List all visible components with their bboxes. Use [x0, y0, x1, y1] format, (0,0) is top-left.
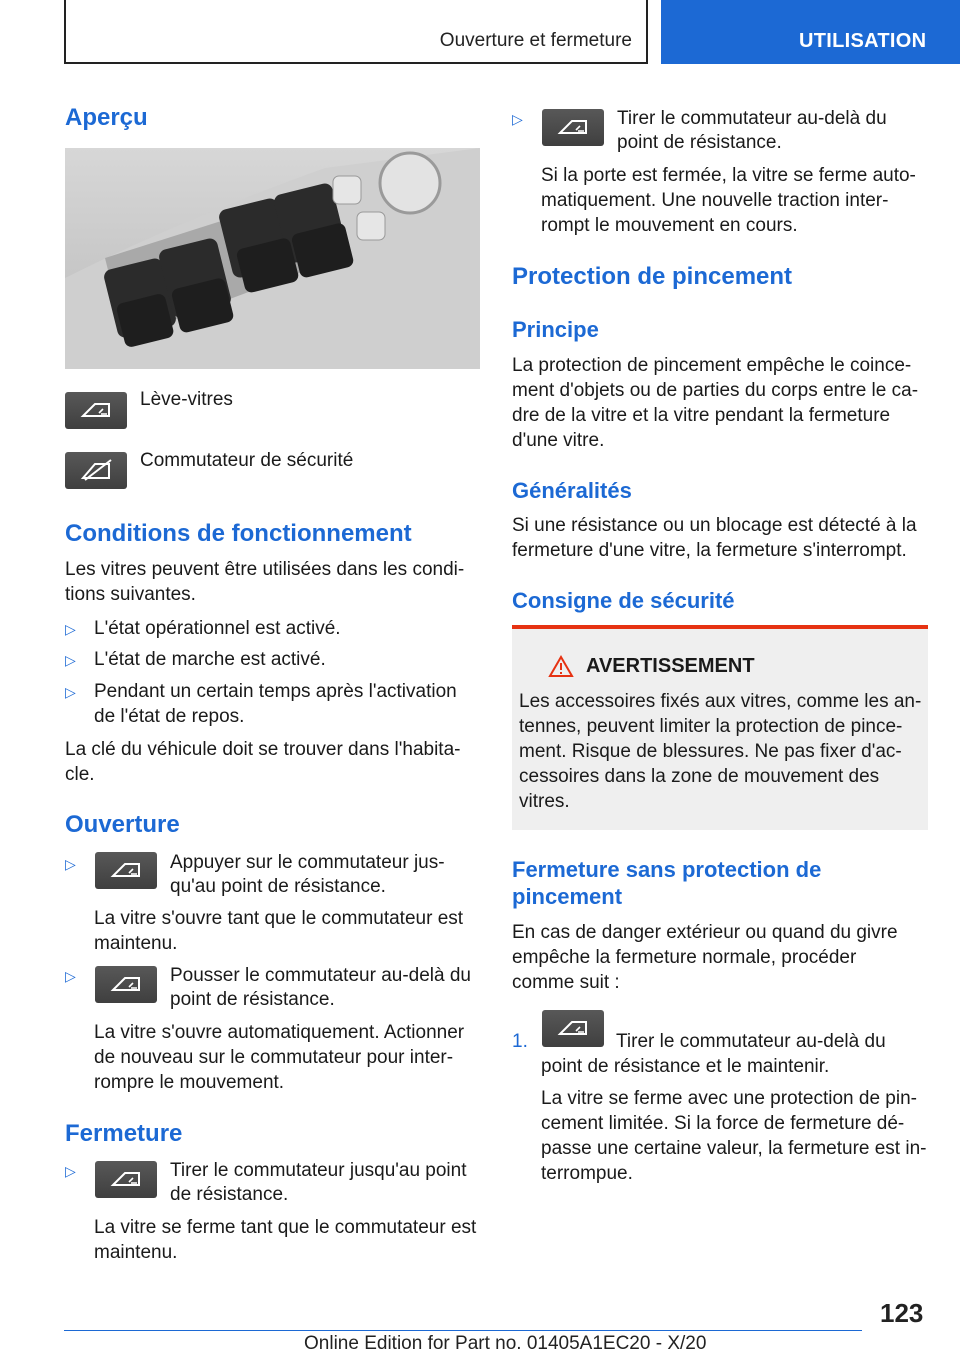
no-pinch-line2: empêche la fermeture normale, procéder: [512, 947, 857, 968]
condition-item: L'état de marche est activé.: [94, 649, 326, 670]
conditions-note-line2: cle.: [65, 764, 95, 785]
opening-step2-line4: de nouveau sur le commutateur pour inter-: [94, 1047, 454, 1068]
general-line2: fermeture d'une vitre, la fermeture s'interrompt.: [512, 540, 907, 561]
principle-line1: La protection de pincement empêche le coince-: [512, 355, 912, 376]
step-number: 1.: [512, 1031, 528, 1052]
bullet-icon: ▷: [65, 856, 76, 872]
header-section-title: Ouverture et fermeture: [439, 30, 632, 51]
window-lifter-icon: [95, 852, 157, 889]
legend-window-lifter: Lève-vitres: [140, 389, 233, 410]
warning-title: AVERTISSEMENT: [586, 655, 755, 677]
footer-edition: Online Edition for Part no. 01405A1EC20 - X/20: [304, 1333, 707, 1354]
warning-line3: ment. Risque de blessures. Ne pas fixer d'ac-: [519, 741, 902, 762]
general-heading: Généralités: [512, 478, 632, 503]
no-pinch-line1: En cas de danger extérieur ou quand du givre: [512, 922, 898, 943]
condition-item: L'état opérationnel est activé.: [94, 618, 341, 639]
warning-line5: vitres.: [519, 791, 570, 812]
conditions-note-line1: La clé du véhicule doit se trouver dans l'habita-: [65, 739, 461, 760]
no-pinch-heading-line1: Fermeture sans protection de: [512, 857, 822, 882]
window-lifter-icon: [65, 392, 127, 429]
window-lifter-icon: [542, 1010, 604, 1047]
opening-step1-line3: La vitre s'ouvre tant que le commutateur est: [94, 908, 464, 929]
opening-step2-line1: Pousser le commutateur au-delà du: [170, 965, 471, 986]
bullet-icon: ▷: [65, 968, 76, 984]
opening-step2-line5: rompre le mouvement.: [94, 1072, 285, 1093]
conditions-intro-line2: tions suivantes.: [65, 584, 196, 605]
principle-line2: ment d'objets ou de parties du corps entre le ca-: [512, 380, 919, 401]
header-chapter-tab: UTILISATION: [661, 0, 960, 64]
page-number: 123: [880, 1298, 924, 1328]
no-pinch-heading-line2: pincement: [512, 884, 623, 909]
closing-step2-line3: Si la porte est fermée, la vitre se ferme auto-: [541, 165, 916, 186]
closing-step1-line2: de résistance.: [170, 1184, 289, 1205]
apercu-heading: Aperçu: [65, 104, 148, 131]
step1-line6: terrompue.: [541, 1163, 633, 1184]
window-lifter-icon: [95, 1161, 157, 1198]
conditions-heading: Conditions de fonctionnement: [65, 520, 412, 547]
condition-item-cont: de l'état de repos.: [94, 706, 245, 727]
closing-step1-line4: maintenu.: [94, 1242, 178, 1263]
closing-heading: Fermeture: [65, 1120, 183, 1147]
principle-heading: Principe: [512, 317, 599, 342]
closing-step2-line2: point de résistance.: [617, 132, 782, 153]
closing-step2-line5: rompt le mouvement en cours.: [541, 215, 798, 236]
principle-line3: dre de la vitre et la vitre pendant la fermeture: [512, 405, 891, 426]
condition-item: Pendant un certain temps après l'activation: [94, 681, 457, 702]
bullet-icon: ▷: [65, 652, 76, 668]
step1-line3: La vitre se ferme avec une protection de pin-: [541, 1088, 917, 1109]
bullet-icon: ▷: [65, 1163, 76, 1179]
opening-step2-line3: La vitre s'ouvre automatiquement. Actionner: [94, 1022, 465, 1043]
bullet-icon: ▷: [65, 621, 76, 637]
step1-line4: cement limitée. Si la force de fermeture dé-: [541, 1113, 905, 1134]
footer-divider: [64, 1330, 862, 1331]
step1-line2: point de résistance et le maintenir.: [541, 1056, 830, 1077]
principle-line4: d'une vitre.: [512, 430, 605, 451]
conditions-intro-line1: Les vitres peuvent être utilisées dans les condi-: [65, 559, 465, 580]
opening-step1-line1: Appuyer sur le commutateur jus-: [170, 852, 445, 873]
opening-step1-line4: maintenu.: [94, 933, 178, 954]
legend-safety-switch: Commutateur de sécurité: [140, 450, 354, 471]
no-pinch-line3: comme suit :: [512, 972, 620, 993]
warning-line1: Les accessoires fixés aux vitres, comme les an-: [519, 691, 922, 712]
window-lifter-icon: [542, 109, 604, 146]
opening-step1-line2: qu'au point de résistance.: [170, 876, 386, 897]
warning-box: [512, 625, 928, 830]
closing-step2-line4: matiquement. Une nouvelle traction inter-: [541, 190, 889, 211]
warning-line4: cessoires dans la zone de mouvement des: [519, 766, 880, 787]
closing-step2-line1: Tirer le commutateur au-delà du: [617, 108, 887, 129]
bullet-icon: ▷: [512, 111, 523, 127]
warning-triangle-icon: [548, 655, 574, 678]
step1-line5: passe une certaine valeur, la fermeture est in-: [541, 1138, 927, 1159]
closing-step1-line1: Tirer le commutateur jusqu'au point: [170, 1160, 467, 1181]
step1-line1: Tirer le commutateur au-delà du: [616, 1031, 886, 1052]
closing-step1-line3: La vitre se ferme tant que le commutateur est: [94, 1217, 477, 1238]
safety-heading: Consigne de sécurité: [512, 588, 735, 613]
general-line1: Si une résistance ou un blocage est détecté à la: [512, 515, 917, 536]
bullet-icon: ▷: [65, 684, 76, 700]
safety-switch-icon: [65, 452, 127, 489]
header-section-box: [64, 0, 648, 64]
warning-line2: tennes, peuvent limiter la protection de pince-: [519, 716, 903, 737]
pinch-protection-heading: Protection de pincement: [512, 263, 793, 290]
opening-heading: Ouverture: [65, 811, 180, 838]
window-switch-photo: [65, 148, 480, 369]
window-lifter-icon: [95, 966, 157, 1003]
opening-step2-line2: point de résistance.: [170, 989, 335, 1010]
